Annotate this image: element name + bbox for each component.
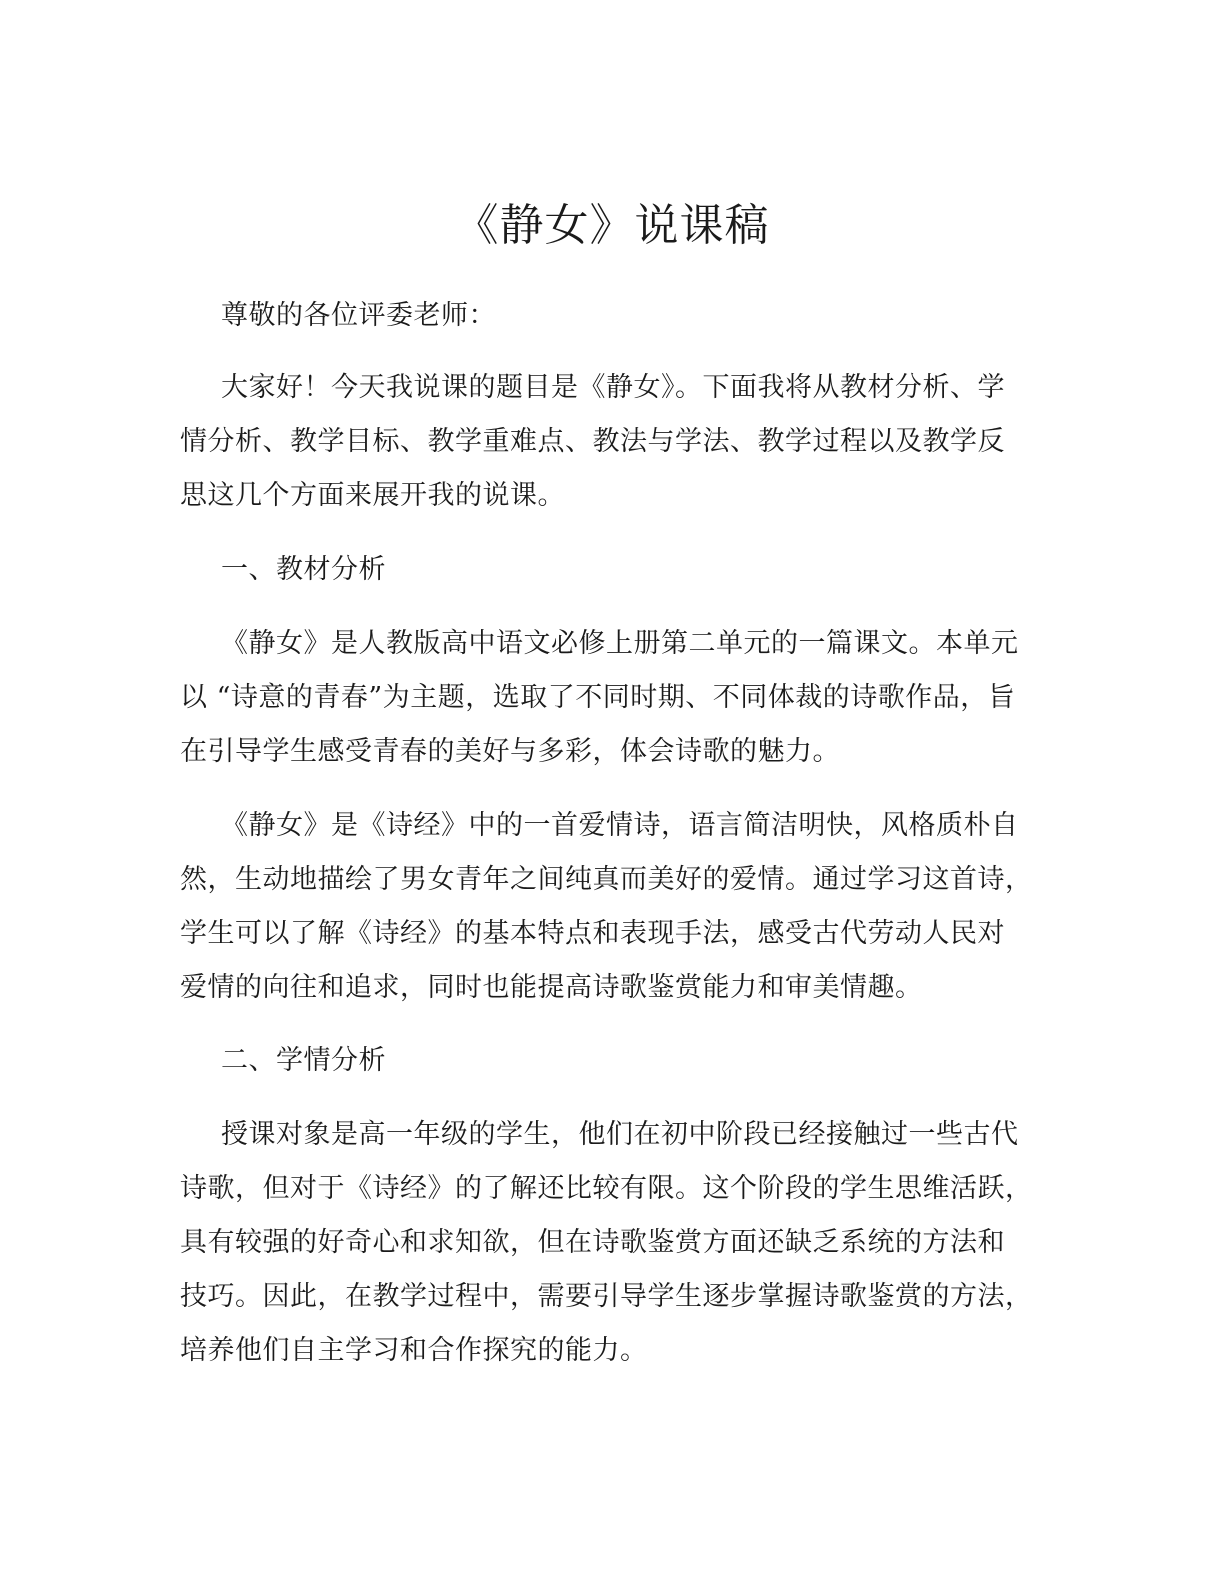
section-2-para-1-line-1: 授课对象是高一年级的学生，他们在初中阶段已经接触过一些古代: [221, 1119, 1019, 1150]
section-2-heading: 二、学情分析: [221, 1045, 386, 1076]
section-2-para-1-line-4: 技巧。因此，在教学过程中，需要引导学生逐步掌握诗歌鉴赏的方法，: [180, 1281, 1033, 1312]
salutation: 尊敬的各位评委老师：: [221, 300, 496, 331]
section-1-para-1-line-3: 在引导学生感受青春的美好与多彩，体会诗歌的魅力。: [180, 736, 840, 767]
section-2-para-1-line-3: 具有较强的好奇心和求知欲，但在诗歌鉴赏方面还缺乏系统的方法和: [180, 1227, 1005, 1258]
document-title: 《静女》说课稿: [454, 200, 770, 251]
section-2-para-1-line-2: 诗歌，但对于《诗经》的了解还比较有限。这个阶段的学生思维活跃，: [180, 1173, 1033, 1204]
section-1-para-2-line-4: 爱情的向往和追求，同时也能提高诗歌鉴赏能力和审美情趣。: [180, 972, 923, 1003]
section-2-para-1-line-5: 培养他们自主学习和合作探究的能力。: [180, 1335, 648, 1366]
section-1-para-1-line-1: 《静女》是人教版高中语文必修上册第二单元的一篇课文。本单元: [221, 628, 1019, 659]
intro-line-1: 大家好！今天我说课的题目是《静女》。下面我将从教材分析、学: [221, 372, 1005, 403]
section-1-para-1-line-2: 以 “诗意的青春”为主题，选取了不同时期、不同体裁的诗歌作品，旨: [180, 682, 1016, 713]
section-1-heading: 一、教材分析: [221, 554, 386, 585]
intro-line-3: 思这几个方面来展开我的说课。: [180, 480, 565, 511]
section-1-para-2-line-3: 学生可以了解《诗经》的基本特点和表现手法，感受古代劳动人民对: [180, 918, 1005, 949]
section-1-para-2-line-2: 然，生动地描绘了男女青年之间纯真而美好的爱情。通过学习这首诗，: [180, 864, 1033, 895]
section-1-para-2-line-1: 《静女》是《诗经》中的一首爱情诗，语言简洁明快，风格质朴自: [221, 810, 1019, 841]
intro-line-2: 情分析、教学目标、教学重难点、教法与学法、教学过程以及教学反: [180, 426, 1005, 457]
